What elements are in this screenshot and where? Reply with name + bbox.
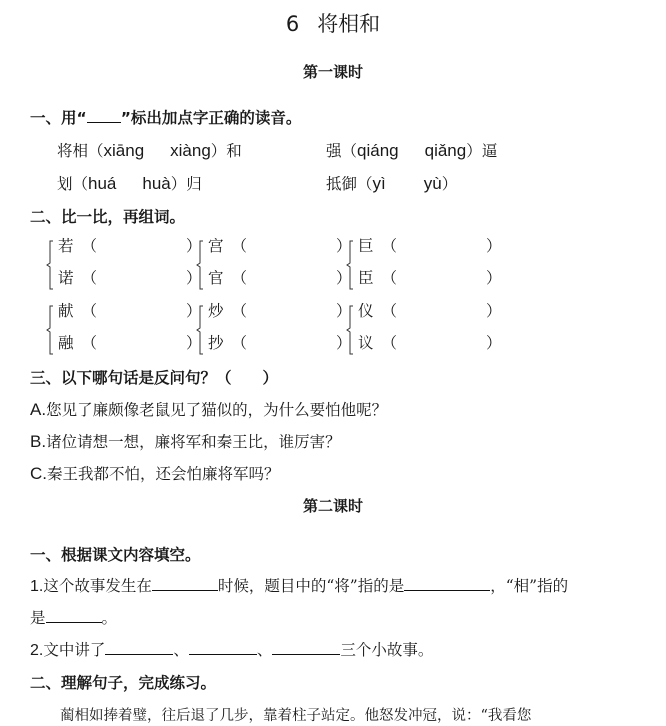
word-row[interactable]: [358, 234, 502, 256]
pinyin-word: 划（: [57, 175, 89, 193]
item-number: 2.: [30, 642, 44, 659]
pinyin-option[interactable]: yù: [423, 174, 442, 193]
brace-icon: [46, 305, 54, 355]
pinyin-option[interactable]: huá: [88, 174, 117, 193]
word-row[interactable]: [58, 331, 202, 353]
paren-close: ）: [186, 269, 202, 287]
fill-text: ，“相”指的: [490, 577, 569, 595]
character: 官: [208, 269, 224, 287]
paren-open: （: [81, 302, 98, 320]
paren-open: （: [231, 302, 248, 320]
blank-field[interactable]: [105, 640, 173, 655]
blank-field[interactable]: [272, 640, 340, 655]
word-row[interactable]: [208, 299, 352, 321]
character: 仪: [358, 302, 374, 320]
pinyin-item-1: [57, 139, 242, 161]
separator: 、: [173, 641, 189, 659]
pinyin-option[interactable]: huà: [142, 174, 171, 193]
paren-close: ）: [486, 302, 502, 320]
l2-q1-heading: 一、根据课文内容填空。: [30, 546, 201, 564]
blank-field[interactable]: [46, 608, 102, 623]
word-pair-group: [46, 297, 216, 367]
paren-close: ）: [186, 302, 202, 320]
paren-close: ）: [186, 334, 202, 352]
pinyin-option[interactable]: xiàng: [170, 141, 211, 160]
fill-text: 文中讲了: [43, 641, 106, 659]
fill-text: 这个故事发生在: [43, 577, 152, 595]
word-row[interactable]: [58, 234, 202, 256]
brace-icon: [46, 240, 54, 290]
character: 炒: [208, 302, 224, 320]
paren-open: （: [381, 237, 398, 255]
lesson1-label: 第一课时: [302, 63, 363, 81]
separator: 、: [256, 641, 273, 659]
q1-heading-prefix: 一、用“: [30, 109, 87, 127]
paren-close: ）: [486, 334, 502, 352]
paren-open: （: [231, 237, 248, 255]
brace-icon: [196, 305, 204, 355]
option-c[interactable]: [30, 462, 280, 484]
word-pair-group: [46, 232, 216, 302]
word-row[interactable]: [58, 299, 202, 321]
lesson-number: 6: [285, 12, 300, 36]
pinyin-item-3: [57, 172, 202, 194]
character: 宫: [208, 237, 224, 255]
q1-heading: [30, 106, 301, 128]
pinyin-word: 强（: [326, 142, 358, 160]
fill-item-1-cont: [30, 606, 117, 628]
option-a[interactable]: [30, 398, 387, 420]
blank-field[interactable]: [404, 576, 490, 591]
item-number: 1.: [30, 578, 44, 595]
paren-close: ）: [336, 237, 352, 255]
word-row[interactable]: [208, 234, 352, 256]
pinyin-word-end: ）归: [170, 175, 202, 193]
pinyin-option[interactable]: qiǎng: [424, 141, 467, 160]
character: 献: [58, 302, 74, 320]
paren-open: （: [231, 269, 248, 287]
pinyin-option[interactable]: qiáng: [357, 141, 399, 160]
paren-open: （: [381, 334, 398, 352]
character: 巨: [358, 237, 374, 255]
q1-heading-suffix: ”标出加点字正确的读音。: [120, 109, 302, 127]
paren-open: （: [81, 237, 98, 255]
paren-close: ）: [336, 334, 352, 352]
word-row[interactable]: [358, 331, 502, 353]
q2-heading: 二、比一比，再组词。: [30, 208, 186, 226]
word-row[interactable]: [358, 266, 502, 288]
paren-close: ）: [486, 269, 502, 287]
lesson-title: 将相和: [317, 12, 381, 36]
fill-text: 。: [101, 609, 118, 627]
option-text: 诸位请想一想，廉将军和秦王比，谁厉害？: [46, 433, 341, 451]
paren-close: ）: [186, 237, 202, 255]
pinyin-word-end: ）: [441, 175, 458, 193]
character: 臣: [358, 269, 374, 287]
option-text: 您见了廉颇像老鼠见了猫似的，为什么要怕他呢？: [46, 401, 388, 419]
word-row[interactable]: [208, 266, 352, 288]
word-row[interactable]: [58, 266, 202, 288]
option-text: 秦王我都不怕，还会怕廉将军吗？: [47, 465, 280, 483]
paren-open: （: [231, 334, 248, 352]
fill-item-1: [30, 574, 568, 596]
word-row[interactable]: [208, 331, 352, 353]
pinyin-item-2: [326, 139, 497, 161]
pinyin-word-end: ）逼: [466, 142, 498, 160]
pinyin-item-4: [326, 172, 457, 194]
paren-open: （: [381, 302, 398, 320]
fill-item-2: [30, 638, 433, 660]
brace-icon: [346, 240, 354, 290]
pinyin-word-end: ）和: [210, 142, 242, 160]
character: 诺: [58, 269, 74, 287]
fill-text: 是: [30, 609, 46, 627]
fill-text: 时候，题目中的“将”指的是: [217, 577, 405, 595]
option-letter: B.: [30, 432, 47, 451]
pinyin-option[interactable]: xiāng: [103, 141, 145, 160]
paren-open: （: [81, 334, 98, 352]
option-letter: A.: [30, 400, 47, 419]
paren-open: （: [381, 269, 398, 287]
character: 融: [58, 334, 74, 352]
word-pair-group: [346, 297, 516, 367]
option-letter: C.: [30, 464, 47, 483]
passage-text: 蔺相如捧着璧，往后退了几步，靠着柱子站定。他怒发冲冠，说：“我看您: [60, 708, 532, 724]
page-title: [0, 8, 666, 38]
character: 若: [58, 237, 74, 255]
blank-field[interactable]: [152, 576, 218, 591]
l2-q2-heading: 二、理解句子，完成练习。: [30, 674, 217, 692]
pinyin-option[interactable]: yì: [372, 174, 386, 193]
character: 抄: [208, 334, 224, 352]
option-b[interactable]: [30, 430, 341, 452]
word-row[interactable]: [358, 299, 502, 321]
character: 议: [358, 334, 374, 352]
brace-icon: [346, 305, 354, 355]
paren-close: ）: [336, 302, 352, 320]
pinyin-word: 将相（: [57, 142, 104, 160]
q3-heading: 三、以下哪句话是反问句？（ ）: [30, 369, 279, 387]
word-pair-group: [196, 297, 366, 367]
underline-sample: [87, 108, 121, 123]
pinyin-word: 抵御（: [326, 175, 373, 193]
paren-close: ）: [486, 237, 502, 255]
fill-text: 三个小故事。: [340, 641, 434, 659]
paren-close: ）: [336, 269, 352, 287]
brace-icon: [196, 240, 204, 290]
paren-open: （: [81, 269, 98, 287]
blank-field[interactable]: [189, 640, 257, 655]
word-pair-group: [196, 232, 366, 302]
lesson2-label: 第二课时: [302, 497, 363, 515]
word-pair-group: [346, 232, 516, 302]
